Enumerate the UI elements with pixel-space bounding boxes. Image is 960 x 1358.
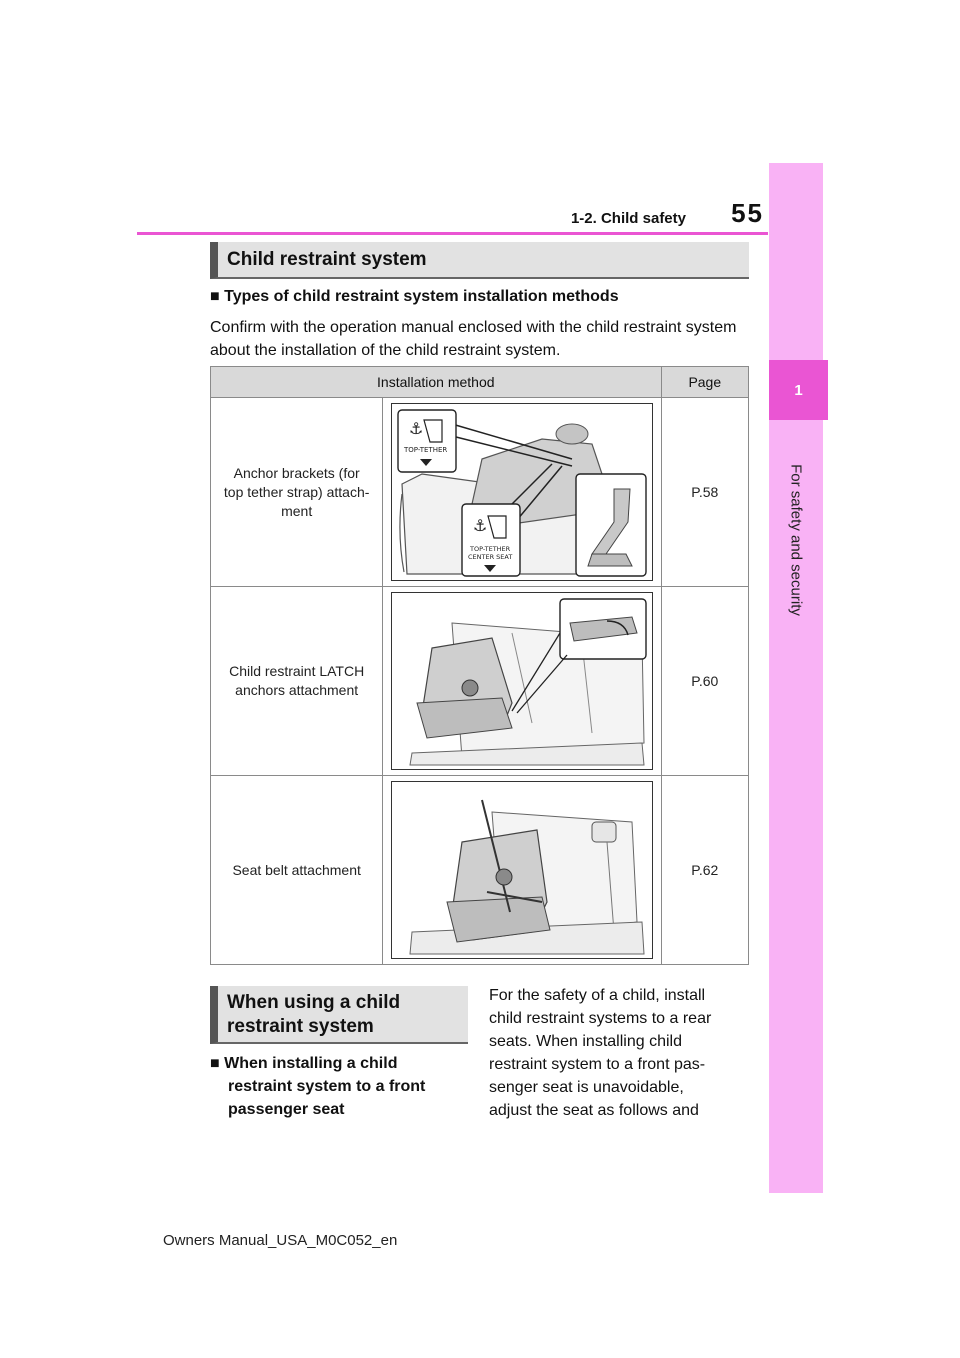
footer-manual-id: Owners Manual_USA_M0C052_en [163,1232,398,1249]
paragraph-line: seats. When installing child [489,1033,682,1050]
method-line: top tether strap) attach- [223,483,370,500]
section-title: 1-2. Child safety [570,210,686,227]
method-cell [211,587,383,776]
method-cell [211,776,383,965]
top-tether-label: TOP-TETHER [403,446,448,454]
page-cell: P.62 [661,776,748,965]
intro-paragraph: Confirm with the operation manual enclosed with the child restraint system about the installation of the child restraint system. [210,319,737,359]
method-line: ment [281,502,313,519]
bullet-heading [210,288,619,306]
anchor-symbol-icon: ⚓ [408,419,424,438]
illustration-cell [383,776,661,965]
table-row [211,587,749,776]
table-header-row [211,367,749,398]
paragraph-line: For the safety of a child, install [489,987,706,1004]
section-heading [210,986,468,1044]
latch-anchors-illustration [391,592,653,770]
section-heading-line: restraint system [227,1016,374,1037]
paragraph-line: restraint system to a front pas- [489,1056,706,1073]
anchor-symbol-icon: ⚓ [472,516,488,535]
paragraph-line: senger seat is unavoidable, [489,1079,684,1096]
chapter-side-tab [769,163,823,1193]
method-line: anchors attachment [235,682,359,698]
bullet-heading-line: restraint system to a front [228,1078,426,1095]
page-cell: P.58 [661,398,748,587]
header-rule [137,232,768,235]
method-cell [211,398,383,587]
bullet-heading-line: passenger seat [228,1101,345,1118]
method-line: Child restraint LATCH [229,663,365,679]
chapter-title-vertical: For safety and security [787,464,805,616]
method-line: Seat belt attachment [232,861,361,878]
right-column-paragraph [489,984,759,1122]
top-tether-center-label: TOP-TETHER [469,545,511,553]
latch-drawing [392,593,652,769]
section-heading-text: Child restraint system [227,249,427,270]
page-number: 55 [731,198,764,228]
paragraph-line: adjust the seat as follows and [489,1102,699,1119]
square-bullet-icon: ■ [210,1055,220,1072]
seat-belt-illustration [391,781,653,959]
illustration-cell [383,587,661,776]
illustration-cell [383,398,661,587]
table-row [211,398,749,587]
center-seat-label: CENTER SEAT [467,553,513,561]
section-heading [210,242,749,279]
top-tether-drawing [392,404,652,580]
square-bullet-icon: ■ [210,288,220,305]
seat-belt-drawing [392,782,652,958]
installation-methods-table [210,366,749,965]
method-line: Anchor brackets (for [233,464,360,481]
bullet-heading-text: Types of child restraint system installation methods [224,288,619,305]
table-row [211,776,749,965]
header-page: Page [661,367,748,398]
header-installation-method: Installation method [211,367,662,398]
chapter-number-tab: 1 [769,360,828,420]
section-heading-line: When using a child [227,992,401,1013]
paragraph-line: child restraint systems to a rear [489,1010,712,1027]
page-cell: P.60 [661,587,748,776]
bullet-heading-line: When installing a child [224,1055,398,1072]
top-tether-illustration [391,403,653,581]
bullet-heading [210,1052,468,1121]
